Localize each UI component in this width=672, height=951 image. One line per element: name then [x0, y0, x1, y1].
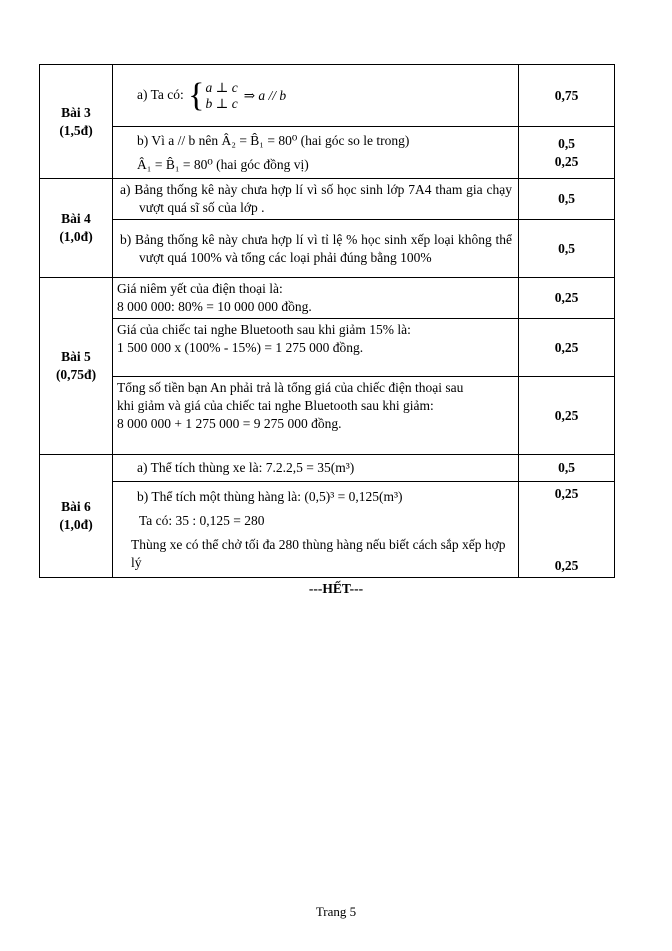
bai6-points: (1,0đ) [59, 517, 93, 532]
end-mark: ---HẾT--- [308, 581, 364, 596]
bai3-b-score1: 0,5 [558, 135, 575, 151]
bai5-r3 [113, 377, 519, 455]
bai4-b-score: 0,5 [519, 220, 615, 278]
bai6-b-conclusion: Thùng xe có thể chở tối đa 280 thùng hàng nếu biết cách sắp xếp hợp lý [131, 537, 506, 570]
bai5-r3-line1: Tổng số tiền bạn An phải trả là tổng giá của chiếc điện thoại sau [117, 380, 464, 395]
bai4-b-text: b) Bảng thống kê này chưa hợp lí vì tỉ lệ % học sinh xếp loại không thể vượt quá 100% và tổng các loại phải đúng bằng 100% [113, 220, 519, 278]
bai6-label [40, 455, 113, 578]
bai3-a-score: 0,75 [519, 65, 615, 127]
bai6-b-text: b) Thể tích một thùng hàng là: (0,5)³ = 0,125(m³) [137, 489, 403, 504]
bai5-r3-score: 0,25 [519, 377, 615, 455]
bai5-r3-line2: khi giảm và giá của chiếc tai nghe Bluetooth sau khi giảm: [117, 398, 434, 413]
bai6-b-calc: Ta có: 35 : 0,125 = 280 [139, 513, 265, 528]
bai5-r1-line1: Giá niêm yết của điện thoại là: [117, 281, 283, 296]
bai3-b-line1: b) Vì a // b nên Â₂ = B̂₁ = 80⁰ (hai góc so le trong) [137, 132, 410, 148]
bai4-a-score: 0,5 [519, 179, 615, 220]
bai5-r2-line2: 1 500 000 x (100% - 15%) = 1 275 000 đồng. [117, 340, 364, 355]
bai5-label [40, 278, 113, 455]
bai3-b [113, 127, 519, 179]
bai5-r2-score: 0,25 [519, 319, 615, 377]
bai3-b-line2: Â₁ = B̂₁ = 80⁰ (hai góc đồng vị) [137, 156, 309, 172]
bai4-points: (1,0đ) [59, 229, 93, 244]
bai3-a-bottom: b ⊥ c [205, 95, 238, 111]
bai5-r3-line3: 8 000 000 + 1 275 000 = 9 275 000 đồng. [117, 416, 342, 431]
bai6-a-score: 0,5 [519, 455, 615, 482]
bai4-a-text: a) Bảng thống kê này chưa hợp lí vì số học sinh lớp 7A4 tham gia chạy vượt quá sĩ số của lớp . [113, 179, 519, 220]
bai3-b-scores [519, 127, 615, 179]
page-number: Trang 5 [315, 904, 357, 919]
bai5-points: (0,75đ) [55, 367, 97, 382]
bai6-b-scores [519, 482, 615, 578]
bai4-name: Bài 4 [61, 211, 91, 226]
bai3-b-score2: 0,25 [554, 153, 579, 169]
bai3-name: Bài 3 [61, 104, 91, 120]
bai5-r1 [113, 278, 519, 319]
bai5-r1-score: 0,25 [519, 278, 615, 319]
bai4-label [40, 179, 113, 278]
bai3-a-top: a ⊥ c [205, 79, 238, 95]
bai5-r2 [113, 319, 519, 377]
bai6-b [113, 482, 519, 578]
bai5-name: Bài 5 [61, 349, 91, 364]
bai5-r1-line2: 8 000 000: 80% = 10 000 000 đồng. [117, 299, 312, 314]
bai6-b-score2: 0,25 [554, 558, 579, 573]
bai6-b-score1: 0,25 [554, 486, 579, 501]
bai3-a [113, 65, 519, 127]
answer-table [39, 64, 615, 578]
bai6-name: Bài 6 [61, 499, 91, 514]
bai5-r2-line1: Giá của chiếc tai nghe Bluetooth sau khi giảm 15% là: [117, 322, 411, 337]
bai3-a-result: ⇒ a // b [243, 87, 287, 103]
bai3-a-system: { a ⊥ c b ⊥ c ⇒ a // b [188, 76, 287, 114]
bai3-label [40, 65, 113, 179]
bai3-a-prefix: a) Ta có: [137, 86, 184, 102]
bai6-a-text: a) Thể tích thùng xe là: 7.2.2,5 = 35(m³) [113, 455, 519, 482]
bai3-points: (1,5đ) [59, 122, 93, 138]
